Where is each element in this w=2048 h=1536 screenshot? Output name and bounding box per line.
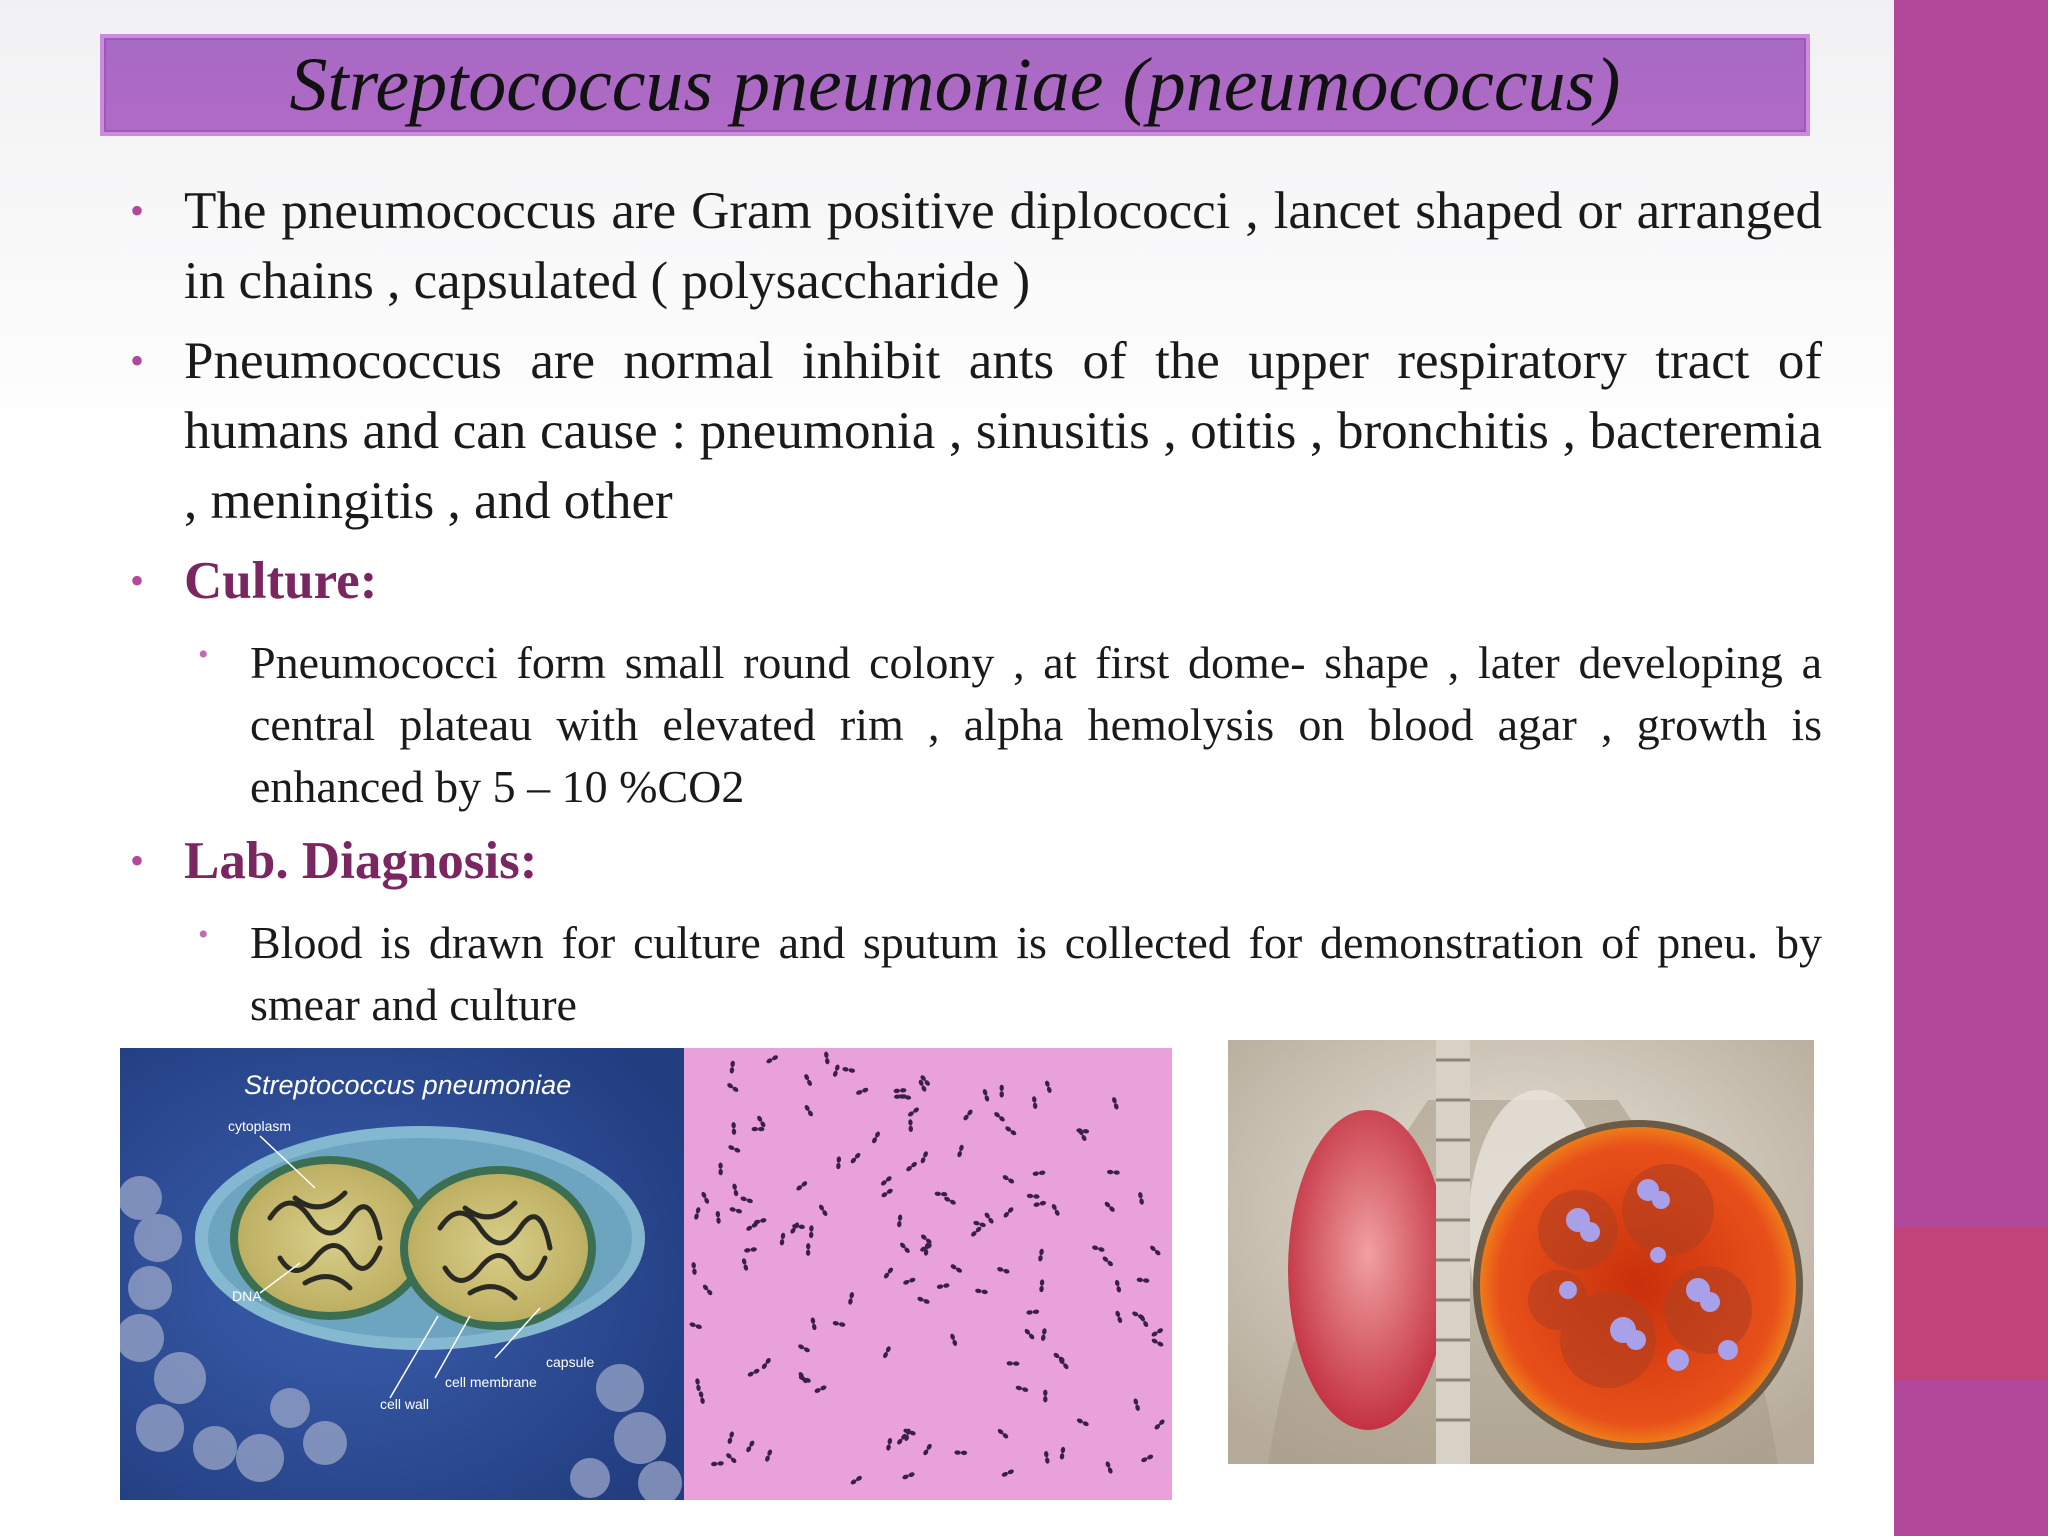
lungs-infection-image [1228, 1040, 1814, 1464]
label-dna: DNA [232, 1288, 262, 1304]
bullet-dot: • [130, 188, 145, 233]
bullet-dot: • [130, 338, 145, 383]
title-box [100, 34, 1810, 136]
bullet-dot: • [130, 838, 145, 883]
diagram-caption: Streptococcus pneumoniae [244, 1070, 572, 1100]
lab-diagnosis-subbullet [130, 904, 1822, 1034]
bacterium-diagram-image [120, 1048, 684, 1500]
bullet-dot: • [130, 558, 145, 603]
right-bar-accent [1894, 1228, 2048, 1380]
lungs-infection-illustration [1228, 1040, 1814, 1464]
label-cell-wall: cell wall [380, 1396, 430, 1412]
bullet-habitat [130, 326, 1822, 546]
lab-diagnosis-heading [130, 826, 1822, 904]
bullet-text: Pneumococcus are normal inhibit ants of the upper respiratory tract of humans and can cause : pneumonia , sinusitis , otitis , bronchitis , bacteremia , meningitis , and other [184, 332, 1822, 530]
label-cytoplasm: cytoplasm [228, 1118, 292, 1134]
gram-stain-image [684, 1048, 1172, 1500]
bullet-description [130, 176, 1822, 326]
bullet-dot: • [198, 918, 209, 951]
slide-title: Streptococcus pneumoniae (pneumococcus) [289, 42, 1621, 127]
heading-text: Lab. Diagnosis: [184, 832, 538, 890]
culture-subbullet [130, 624, 1822, 826]
subbullet-text: Blood is drawn for culture and sputum is collected for demonstration of pneu. by smear and culture [250, 917, 1822, 1030]
bullet-dot: • [198, 638, 209, 671]
gram-stain-smear [684, 1048, 1172, 1500]
culture-heading [130, 546, 1822, 624]
bullet-text: The pneumococcus are Gram positive diplococci , lancet shaped or arranged in chains , capsulated ( polysaccharide ) [184, 182, 1822, 310]
label-cell-membrane: cell membrane [445, 1374, 537, 1390]
slide-content [130, 176, 1822, 1034]
label-capsule: capsule [546, 1354, 595, 1370]
heading-text: Culture: [184, 552, 378, 610]
subbullet-text: Pneumococci form small round colony , at first dome- shape , later developing a central plateau with elevated rim , alpha hemolysis on blood agar , growth is enhanced by 5 – 10 %CO2 [250, 637, 1822, 812]
bacterium-diagram-illustration [120, 1048, 684, 1500]
